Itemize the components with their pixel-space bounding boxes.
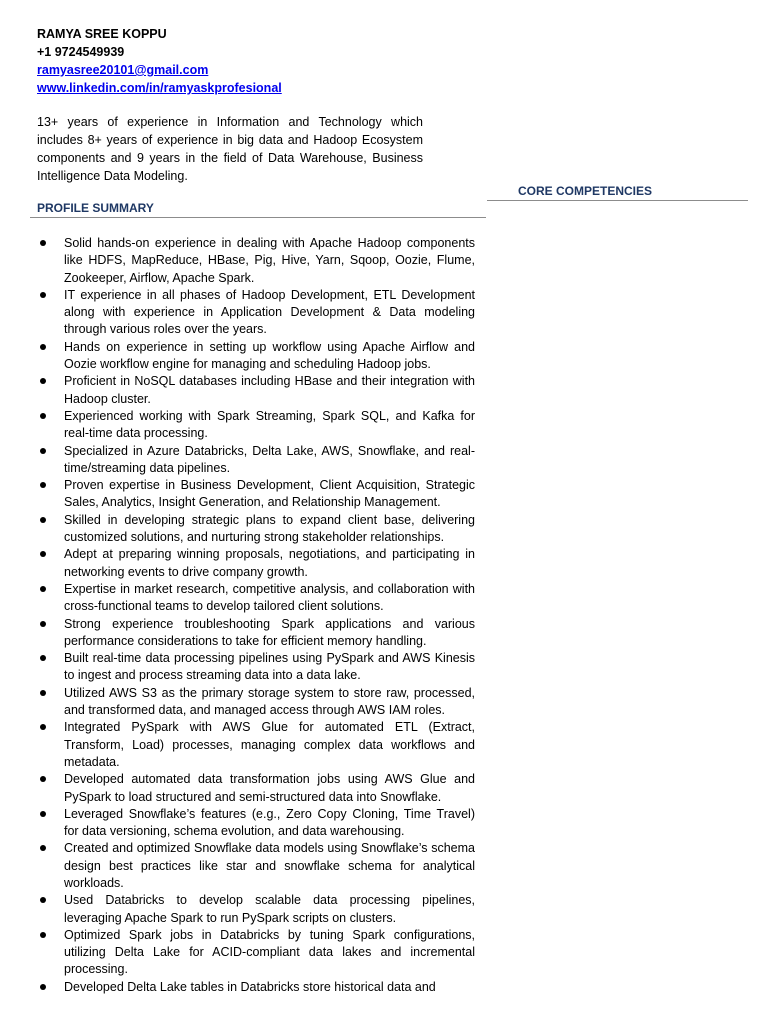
list-item-text: Strong experience troubleshooting Spark applications and various performance considerations to take for efficient memory handling. [64, 616, 475, 648]
list-item [37, 287, 475, 339]
bullet-icon [40, 932, 46, 938]
bullet-icon [40, 448, 46, 454]
bullet-icon [40, 586, 46, 592]
list-item [37, 408, 475, 443]
bullet-icon [40, 551, 46, 557]
bullet-icon [40, 344, 46, 350]
list-item [37, 685, 475, 720]
list-item [37, 719, 475, 771]
list-item-text: Developed automated data transformation jobs using AWS Glue and PySpark to load structured and semi-structured data into Snowflake. [64, 772, 475, 804]
list-item-text: Expertise in market research, competitive analysis, and collaboration with cross-functional teams to develop tailored client solutions. [64, 581, 475, 614]
list-item-text: Used Databricks to develop scalable data processing pipelines, leveraging Apache Spark to run PySpark scripts on clusters. [64, 893, 475, 925]
bullet-icon [40, 621, 46, 627]
core-competencies-divider [487, 200, 748, 201]
list-item [37, 443, 475, 478]
list-item [37, 339, 475, 374]
bullet-icon [40, 292, 46, 298]
list-item-text: Integrated PySpark with AWS Glue for automated ETL (Extract, Transform, Load) processes, managing complex data workflows and metadata. [64, 720, 475, 769]
list-item [37, 581, 475, 616]
bullet-icon [40, 690, 46, 696]
bullet-icon [40, 655, 46, 661]
contact-block [37, 25, 282, 97]
list-item [37, 650, 475, 685]
core-competencies-heading: CORE COMPETENCIES [518, 184, 653, 198]
list-item-text: Leveraged Snowflake’s features (e.g., Zero Copy Cloning, Time Travel) for data versioning, schema evolution, and data warehousing. [64, 806, 475, 839]
list-item [37, 771, 475, 806]
bullet-icon [40, 240, 46, 246]
list-item [37, 840, 475, 892]
list-item [37, 927, 475, 979]
phone-number: +1 9724549939 [37, 45, 125, 59]
list-item [37, 806, 475, 841]
bullet-icon [40, 776, 46, 782]
summary-intro: 13+ years of experience in Information and Technology which includes 8+ years of experience in big data and Hadoop Ecosystem components and 9 years in the field of Data Warehouse, Business Intelligence Data Modeling. [37, 115, 423, 183]
candidate-name: RAMYA SREE KOPPU [37, 27, 167, 41]
list-item [37, 373, 475, 408]
list-item [37, 546, 475, 581]
list-item-text: Skilled in developing strategic plans to expand client base, delivering customized solutions, and nurturing strong stakeholder relationships. [64, 512, 475, 545]
list-item [37, 512, 475, 547]
list-item-text: Experienced working with Spark Streaming, Spark SQL, and Kafka for real-time data processing. [64, 408, 475, 441]
list-item-text: Specialized in Azure Databricks, Delta Lake, AWS, Snowflake, and real-time/streaming data pipelines. [64, 443, 475, 475]
list-item-text: Proficient in NoSQL databases including HBase and their integration with Hadoop cluster. [64, 374, 475, 406]
bullet-icon [40, 482, 46, 488]
list-item [37, 235, 475, 287]
bullet-icon [40, 413, 46, 419]
list-item-text: Solid hands-on experience in dealing with Apache Hadoop components like HDFS, MapReduce, HBase, Pig, Hive, Yarn, Sqoop, Oozie, Flume, Zookeeper, Airflow, Apache Spark. [64, 236, 475, 285]
list-item-text: Built real-time data processing pipelines using PySpark and AWS Kinesis to ingest and process streaming data into a data lake. [64, 651, 475, 683]
list-item [37, 616, 475, 651]
list-item [37, 477, 475, 512]
profile-summary-divider [30, 217, 486, 218]
list-item-text: Developed Delta Lake tables in Databricks store historical data and [64, 979, 436, 994]
list-item-text: Proven expertise in Business Development, Client Acquisition, Strategic Sales, Analytics, Insight Generation, and Relationship Management. [64, 478, 475, 510]
linkedin-link[interactable]: www.linkedin.com/in/ramyaskprofesional [37, 81, 282, 95]
bullet-icon [40, 845, 46, 851]
list-item [37, 892, 475, 927]
list-item-text: Utilized AWS S3 as the primary storage system to store raw, processed, and transformed data, and managed access through AWS IAM roles. [64, 685, 475, 718]
bullet-icon [40, 378, 46, 384]
list-item-text: Optimized Spark jobs in Databricks by tuning Spark configurations, utilizing Delta Lake for ACID-compliant data lakes and incremental processing. [64, 927, 475, 977]
bullet-icon [40, 984, 46, 990]
bullet-icon [40, 724, 46, 730]
profile-summary-heading: PROFILE SUMMARY [37, 201, 154, 215]
profile-summary-list [37, 235, 475, 996]
bullet-icon [40, 517, 46, 523]
list-item-text: Hands on experience in setting up workflow using Apache Airflow and Oozie workflow engine for managing and scheduling Hadoop jobs. [64, 339, 475, 372]
bullet-icon [40, 897, 46, 903]
list-item [37, 979, 475, 996]
bullet-icon [40, 811, 46, 817]
list-item-text: IT experience in all phases of Hadoop Development, ETL Development along with experience in Application Development & Data modeling through various roles over the years. [64, 287, 475, 337]
email-link[interactable]: ramyasree20101@gmail.com [37, 63, 209, 77]
list-item-text: Adept at preparing winning proposals, negotiations, and participating in networking events to drive company growth. [64, 547, 475, 579]
list-item-text: Created and optimized Snowflake data models using Snowflake’s schema design best practices like star and snowflake schema for analytical workloads. [64, 841, 475, 890]
